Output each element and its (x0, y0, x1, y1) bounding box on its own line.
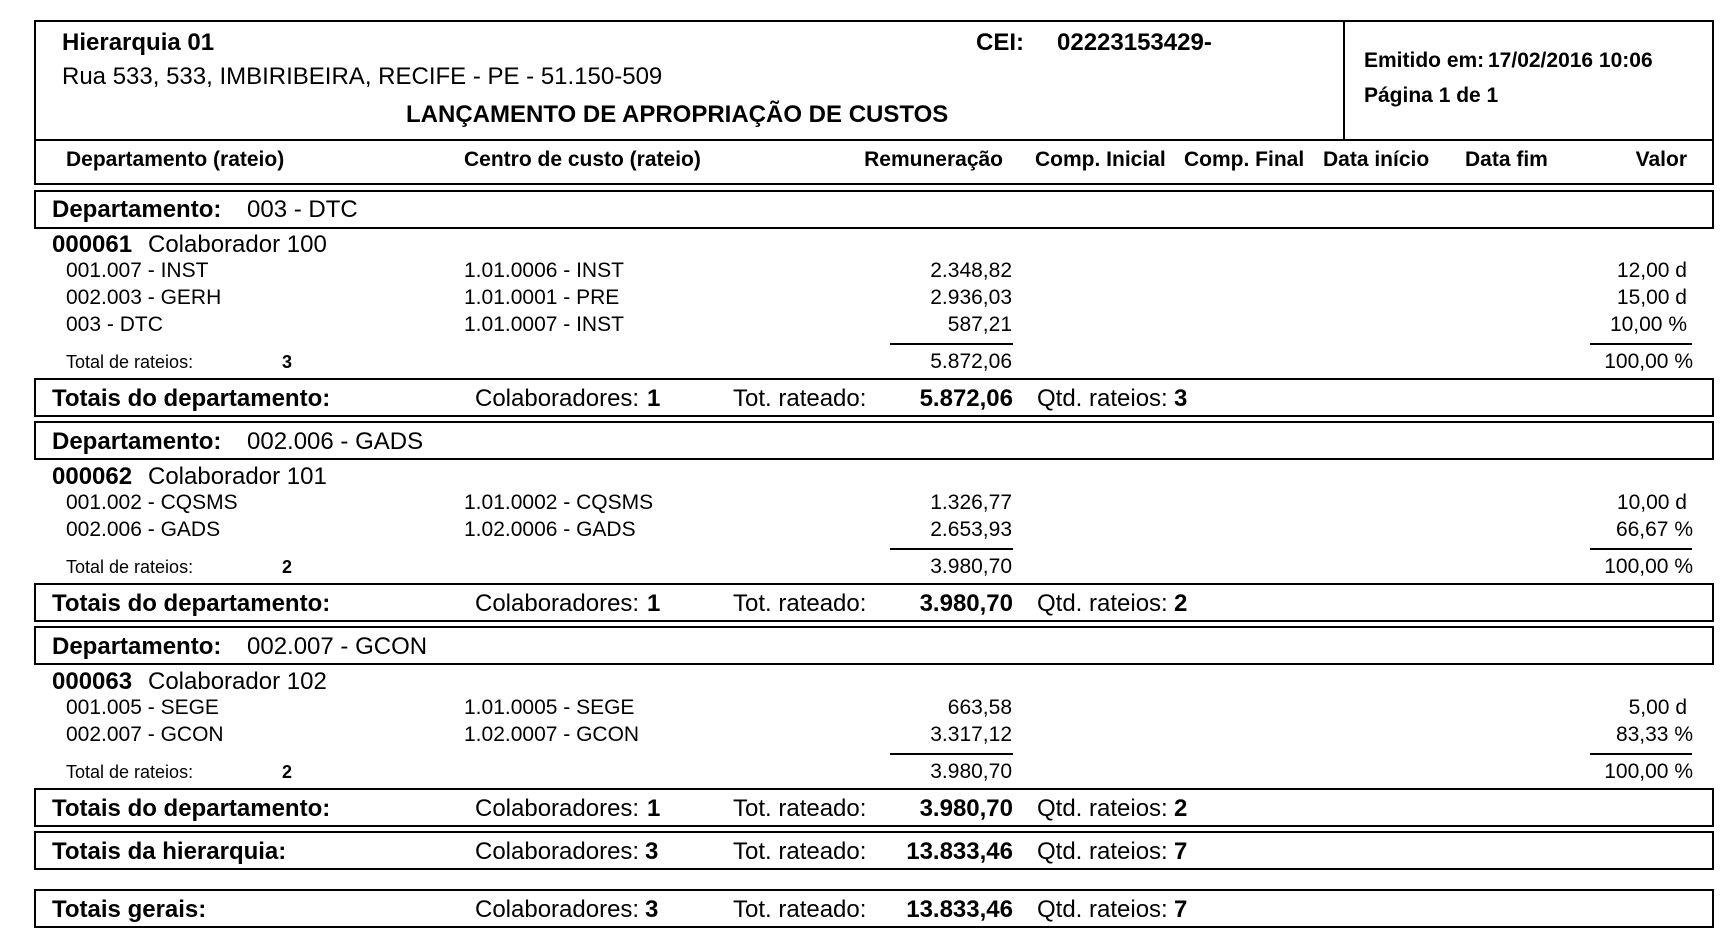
qtd-rateios-value: 7 (1174, 896, 1188, 923)
total-rateios-value: 2 (282, 557, 293, 577)
qtd-rateios-value: 3 (1174, 385, 1188, 412)
col-remuneracao: Remuneração (864, 148, 1003, 171)
qtd-rateios-value: 2 (1174, 795, 1188, 822)
hier-totals-label: Totais da hierarquia: (52, 838, 287, 865)
employee-name: Colaborador 101 (148, 463, 327, 490)
rateio-rem: 663,58 (947, 696, 1012, 719)
colaboradores-value: 3 (645, 896, 659, 923)
colaboradores-label: Colaboradores: (475, 838, 640, 865)
rateio-rem: 587,21 (947, 313, 1012, 336)
tot-rateado-value: 5.872,06 (919, 385, 1013, 412)
col-data-fim: Data fim (1465, 148, 1548, 171)
employee-code: 000061 (52, 231, 133, 258)
tot-rateado-value: 3.980,70 (919, 590, 1013, 617)
department-name: 003 - DTC (247, 196, 358, 223)
total-rateios-label: Total de rateios: (66, 352, 194, 372)
department-label: Departamento: (52, 196, 222, 223)
qtd-rateios-label: Qtd. rateios: (1037, 590, 1168, 617)
subtotal-rule-rem (890, 548, 1013, 550)
colaboradores-label: Colaboradores: (475, 896, 640, 923)
rateio-rem: 1.326,77 (930, 491, 1012, 514)
tot-rateado-label: Tot. rateado: (733, 385, 867, 412)
employee-code: 000063 (52, 668, 133, 695)
col-centro-custo: Centro de custo (rateio) (464, 148, 701, 171)
rateio-dept: 002.007 - GCON (66, 723, 224, 746)
qtd-rateios-label: Qtd. rateios: (1037, 795, 1168, 822)
subtotal-rem: 3.980,70 (930, 555, 1012, 578)
rateio-rem: 2.348,82 (930, 259, 1012, 282)
colaboradores-value: 1 (647, 590, 661, 617)
tot-rateado-value: 13.833,46 (906, 896, 1013, 923)
rateio-dept: 001.005 - SEGE (66, 696, 219, 719)
rateio-valor: 10,00 % (1609, 313, 1687, 336)
rateio-cc: 1.02.0007 - GCON (464, 723, 640, 746)
total-rateios-value: 2 (282, 762, 293, 782)
report-title: LANÇAMENTO DE APROPRIAÇÃO DE CUSTOS (406, 101, 949, 128)
rateio-cc: 1.02.0006 - GADS (464, 518, 636, 541)
col-data-inicio: Data início (1323, 148, 1430, 171)
address: Rua 533, 533, IMBIRIBEIRA, RECIFE - PE - 51.150-509 (62, 63, 663, 90)
col-valor: Valor (1635, 148, 1687, 171)
department-label: Departamento: (52, 428, 222, 455)
emitted-value: 17/02/2016 10:06 (1488, 49, 1653, 72)
employee-name: Colaborador 100 (148, 231, 327, 258)
total-rateios-value: 3 (282, 352, 293, 372)
subtotal-rem: 3.980,70 (930, 760, 1012, 783)
colaboradores-value: 3 (645, 838, 659, 865)
subtotal-rule-valor (1590, 548, 1692, 550)
rateio-cc: 1.01.0005 - SEGE (464, 696, 635, 719)
rateio-cc: 1.01.0001 - PRE (464, 286, 620, 309)
department-name: 002.006 - GADS (247, 428, 424, 455)
tot-rateado-label: Tot. rateado: (733, 838, 867, 865)
qtd-rateios-value: 2 (1174, 590, 1188, 617)
rateio-valor: 5,00 d (1628, 696, 1687, 719)
subtotal-rule-rem (890, 753, 1013, 755)
col-comp-final: Comp. Final (1184, 148, 1305, 171)
dept-totals-label: Totais do departamento: (52, 795, 331, 822)
colaboradores-value: 1 (647, 385, 661, 412)
tot-rateado-label: Tot. rateado: (733, 795, 867, 822)
qtd-rateios-label: Qtd. rateios: (1037, 838, 1168, 865)
colaboradores-label: Colaboradores: (475, 385, 640, 412)
rateio-valor: 12,00 d (1616, 259, 1687, 282)
total-rateios-label: Total de rateios: (66, 557, 194, 577)
qtd-rateios-label: Qtd. rateios: (1037, 385, 1168, 412)
rateio-cc: 1.01.0006 - INST (464, 259, 624, 282)
hierarchy-title: Hierarquia 01 (62, 29, 215, 56)
rateio-dept: 001.002 - CQSMS (66, 491, 238, 514)
employee-code: 000062 (52, 463, 133, 490)
rateio-cc: 1.01.0002 - CQSMS (464, 491, 654, 514)
tot-rateado-label: Tot. rateado: (733, 590, 867, 617)
tot-rateado-label: Tot. rateado: (733, 896, 867, 923)
rateio-valor: 83,33 % (1615, 723, 1693, 746)
subtotal-rem: 5.872,06 (930, 350, 1012, 373)
subtotal-valor: 100,00 % (1604, 555, 1693, 578)
employee-name: Colaborador 102 (148, 668, 327, 695)
dept-totals-label: Totais do departamento: (52, 590, 331, 617)
rateio-dept: 001.007 - INST (66, 259, 209, 282)
cei-label: CEI: (976, 29, 1024, 56)
dept-totals-label: Totais do departamento: (52, 385, 331, 412)
rateio-dept: 003 - DTC (66, 313, 163, 336)
total-rateios-label: Total de rateios: (66, 762, 194, 782)
colaboradores-label: Colaboradores: (475, 590, 640, 617)
subtotal-rule-rem (890, 343, 1013, 345)
subtotal-rule-valor (1590, 343, 1692, 345)
tot-rateado-value: 3.980,70 (919, 795, 1013, 822)
rateio-rem: 2.936,03 (930, 286, 1012, 309)
subtotal-rule-valor (1590, 753, 1692, 755)
rateio-valor: 10,00 d (1616, 491, 1687, 514)
rateio-valor: 15,00 d (1616, 286, 1687, 309)
rateio-cc: 1.01.0007 - INST (464, 313, 624, 336)
rateio-valor: 66,67 % (1615, 518, 1693, 541)
cei-value: 02223153429- (1057, 29, 1212, 56)
department-label: Departamento: (52, 633, 222, 660)
tot-rateado-value: 13.833,46 (906, 838, 1013, 865)
colaboradores-label: Colaboradores: (475, 795, 640, 822)
col-departamento: Departamento (rateio) (66, 148, 285, 171)
subtotal-valor: 100,00 % (1604, 760, 1693, 783)
emitted-label: Emitido em: (1364, 49, 1485, 72)
subtotal-valor: 100,00 % (1604, 350, 1693, 373)
rateio-dept: 002.003 - GERH (66, 286, 222, 309)
rateio-rem: 2.653,93 (930, 518, 1012, 541)
general-totals-label: Totais gerais: (52, 896, 207, 923)
colaboradores-value: 1 (647, 795, 661, 822)
col-comp-inicial: Comp. Inicial (1035, 148, 1166, 171)
page-info: Página 1 de 1 (1364, 84, 1499, 107)
qtd-rateios-label: Qtd. rateios: (1037, 896, 1168, 923)
rateio-dept: 002.006 - GADS (66, 518, 221, 541)
header-divider (1343, 20, 1345, 141)
department-name: 002.007 - GCON (247, 633, 428, 660)
rateio-rem: 3.317,12 (930, 723, 1012, 746)
qtd-rateios-value: 7 (1174, 838, 1188, 865)
